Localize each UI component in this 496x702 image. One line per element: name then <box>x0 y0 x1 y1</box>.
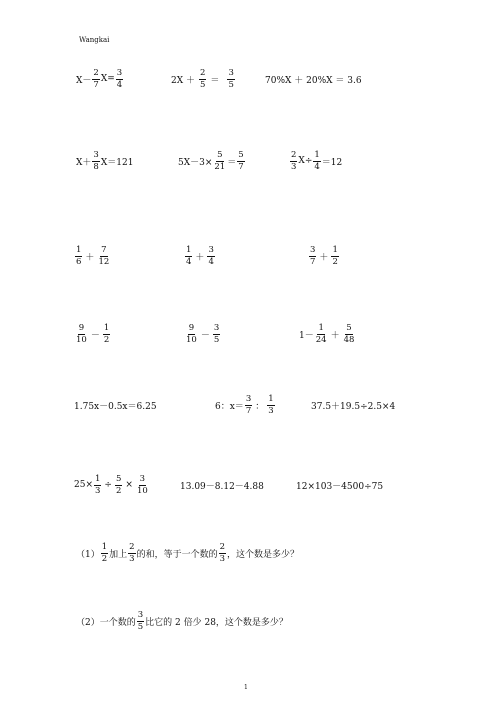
equation-14 <box>215 390 276 420</box>
fraction <box>116 69 123 89</box>
fraction <box>115 475 122 495</box>
expression-text: 25× <box>74 480 93 490</box>
equation-text: X＝121 <box>100 157 134 168</box>
expression-9 <box>308 241 340 271</box>
numerator: 2 <box>93 68 99 78</box>
equation-text: 1.75x－0.5x＝6.25 <box>74 401 157 412</box>
expression-15 <box>311 390 395 420</box>
numerator: 3 <box>213 323 220 333</box>
problem-row-2 <box>0 146 496 176</box>
denominator: 10 <box>186 334 197 345</box>
equation-text: ＝ <box>210 75 220 86</box>
numerator: 5 <box>217 150 223 160</box>
expression-8 <box>184 241 216 271</box>
numerator: 3 <box>116 68 123 78</box>
numerator: 2 <box>291 150 297 160</box>
numerator: 1 <box>332 245 338 255</box>
numerator: 2 <box>200 68 206 78</box>
equation-5 <box>178 146 246 176</box>
numerator: 1 <box>186 245 192 255</box>
operator: ＋ <box>195 252 205 263</box>
denominator: 3 <box>129 553 135 564</box>
problem-row-3 <box>0 241 496 271</box>
numerator: 5 <box>346 323 352 333</box>
fraction <box>185 246 192 266</box>
fraction <box>136 475 149 495</box>
expression-12 <box>299 319 356 349</box>
expression-7 <box>74 241 111 271</box>
equation-6 <box>289 146 342 176</box>
denominator: 4 <box>116 79 123 90</box>
denominator: 7 <box>245 405 252 416</box>
fraction <box>267 395 274 415</box>
fraction <box>213 324 220 344</box>
equation-text: ＝12 <box>321 157 343 168</box>
denominator: 10 <box>136 485 148 496</box>
equation-3 <box>265 64 362 94</box>
numerator: 1 <box>268 394 274 404</box>
numerator: 3 <box>93 150 99 160</box>
denominator: 2 <box>332 256 338 267</box>
denominator: 24 <box>315 334 327 345</box>
numerator: 1 <box>101 542 108 552</box>
operator: － <box>90 330 100 341</box>
denominator: 5 <box>228 79 234 90</box>
operator: ＋ <box>85 252 95 263</box>
fraction <box>290 151 297 171</box>
numerator: 7 <box>101 245 107 255</box>
equation-text: X－ <box>76 75 92 86</box>
denominator: 48 <box>343 334 355 345</box>
denominator: 5 <box>137 621 144 632</box>
operator: ÷ <box>104 480 112 490</box>
fraction <box>75 324 88 344</box>
denominator: 4 <box>208 256 214 267</box>
fraction <box>199 69 206 89</box>
fraction <box>219 543 226 563</box>
fraction <box>245 395 252 415</box>
numerator: 1 <box>76 245 82 255</box>
fraction <box>185 324 198 344</box>
denominator: 3 <box>219 553 226 564</box>
fraction <box>213 151 226 171</box>
expression-17 <box>180 470 264 500</box>
word-problem-1 <box>76 538 299 568</box>
denominator: 2 <box>103 334 110 345</box>
problem-text: 加上 <box>109 549 128 560</box>
expression-11 <box>184 319 221 349</box>
denominator: 8 <box>93 161 99 172</box>
denominator: 4 <box>186 256 192 267</box>
numerator: 1 <box>95 474 101 484</box>
problem-row-5 <box>0 390 496 420</box>
numerator: 3 <box>245 394 252 404</box>
numerator: 2 <box>219 542 226 552</box>
denominator: 5 <box>213 334 220 345</box>
numerator: 1 <box>314 150 320 160</box>
equation-text: 5X－3× <box>178 157 213 168</box>
problem-row-6 <box>0 470 496 500</box>
operator: ＋ <box>330 330 340 341</box>
denominator: 4 <box>314 161 320 172</box>
fraction <box>309 246 316 266</box>
denominator: 2 <box>115 485 122 496</box>
denominator: 7 <box>93 79 99 90</box>
expression-text: 13.09－8.12－4.88 <box>180 481 264 492</box>
fraction <box>94 475 101 495</box>
denominator: 10 <box>76 334 87 345</box>
fraction <box>343 324 356 344</box>
denominator: 3 <box>268 405 274 416</box>
operator: × <box>125 480 133 490</box>
fraction <box>92 69 99 89</box>
fraction <box>313 151 320 171</box>
numerator: 3 <box>310 245 316 255</box>
fraction <box>237 151 244 171</box>
problem-text: ，这个数是多少？ <box>227 549 300 560</box>
equation-text: 2X ＋ <box>171 75 195 86</box>
expression-16 <box>74 470 150 500</box>
equation-text: X÷ <box>298 156 313 166</box>
fraction <box>97 246 110 266</box>
equation-2 <box>171 64 243 94</box>
equation-4 <box>76 146 133 176</box>
operator: ＋ <box>319 252 329 263</box>
page-header: Wangkai <box>79 36 110 44</box>
equation-text: X= <box>100 74 115 84</box>
fraction <box>103 324 110 344</box>
fraction <box>101 543 108 563</box>
expression-text: 37.5＋19.5÷2.5×4 <box>311 401 396 412</box>
denominator: 7 <box>310 256 316 267</box>
expression-text: 1－ <box>299 330 314 341</box>
expression-text: 12×103－4500÷75 <box>296 481 384 492</box>
problem-row-4 <box>0 319 496 349</box>
denominator: 3 <box>291 161 297 172</box>
numerator: 5 <box>115 474 122 484</box>
equation-1 <box>76 64 124 94</box>
equation-text: 6：x＝ <box>215 401 244 412</box>
numerator: 3 <box>139 474 146 484</box>
fraction <box>315 324 328 344</box>
equation-text: ＝ <box>227 157 237 168</box>
expression-18 <box>296 470 383 500</box>
equation-text: 70%X ＋ 20%X ＝ 3.6 <box>265 75 362 86</box>
fraction <box>128 543 135 563</box>
equation-text: X＋ <box>76 157 92 168</box>
operator: ： <box>255 401 265 412</box>
denominator: 2 <box>101 553 108 564</box>
problem-label: （2） <box>76 617 100 628</box>
numerator: 1 <box>103 323 110 333</box>
page-number: 1 <box>244 684 248 691</box>
fraction <box>75 246 82 266</box>
denominator: 7 <box>238 161 244 172</box>
fraction <box>137 611 144 631</box>
numerator: 3 <box>228 68 234 78</box>
denominator: 3 <box>95 485 101 496</box>
numerator: 3 <box>137 610 144 620</box>
fraction <box>207 246 214 266</box>
equation-13 <box>74 390 157 420</box>
expression-10 <box>74 319 111 349</box>
numerator: 2 <box>129 542 135 552</box>
problem-text: 的和，等于一个数的 <box>136 549 218 560</box>
numerator: 9 <box>188 323 195 333</box>
problem-text: 一个数的 <box>99 617 136 628</box>
problem-label: （1） <box>76 549 100 560</box>
numerator: 5 <box>238 150 244 160</box>
denominator: 6 <box>76 256 82 267</box>
word-problem-2 <box>76 606 288 636</box>
denominator: 12 <box>98 256 110 267</box>
numerator: 9 <box>78 323 85 333</box>
fraction <box>227 69 234 89</box>
problem-text: 比它的 2 倍少 28，这个数是多少？ <box>145 617 288 628</box>
denominator: 5 <box>200 79 206 90</box>
denominator: 21 <box>214 161 226 172</box>
problem-row-1 <box>0 64 496 94</box>
fraction <box>331 246 338 266</box>
numerator: 3 <box>208 245 214 255</box>
fraction <box>92 151 99 171</box>
operator: － <box>200 330 210 341</box>
numerator: 1 <box>318 323 324 333</box>
